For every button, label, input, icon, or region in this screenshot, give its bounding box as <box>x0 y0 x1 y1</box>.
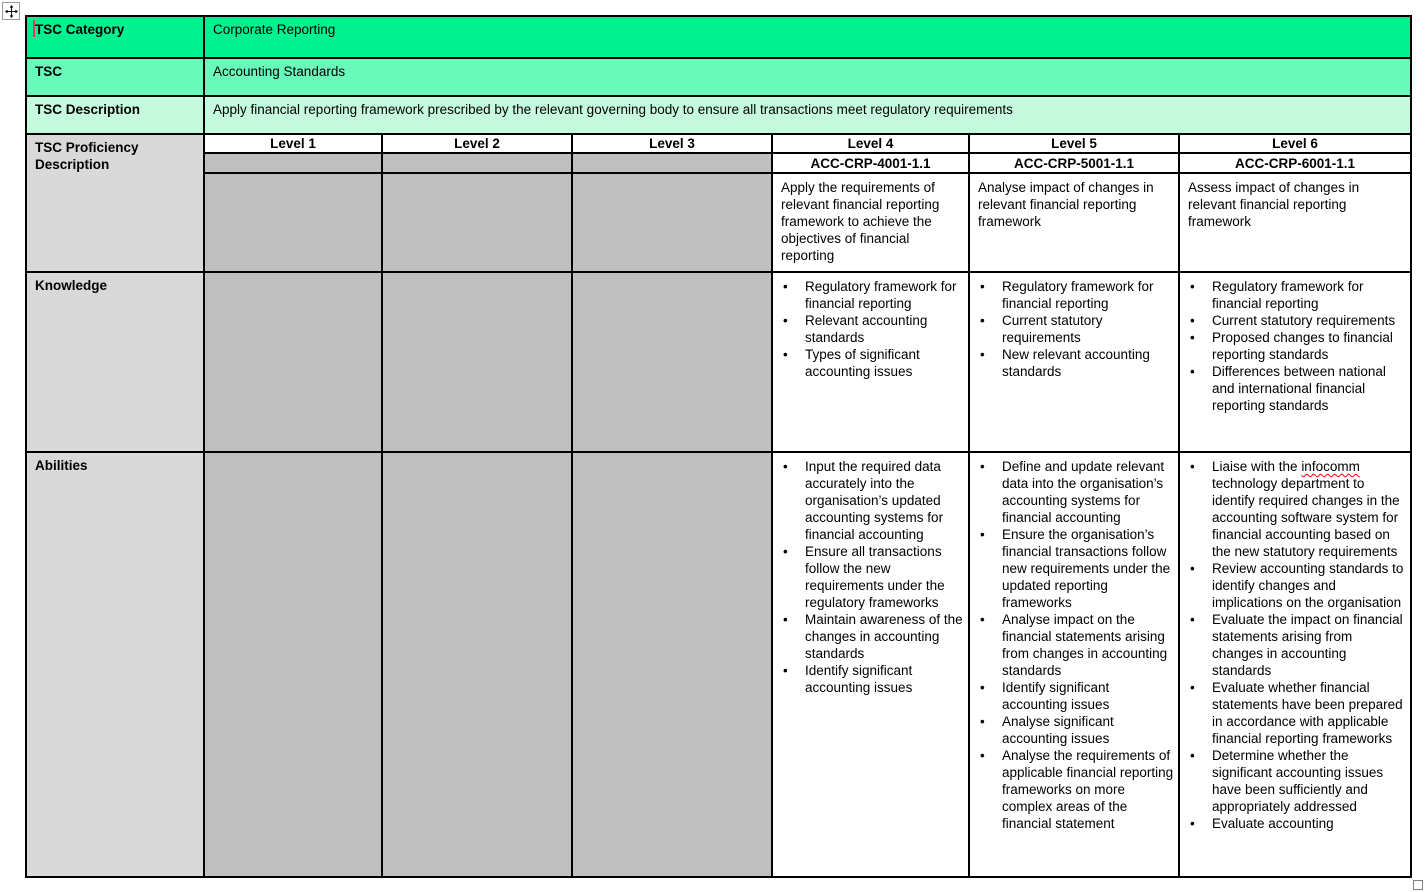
bullet-item: • Regulatory framework for financial reporting <box>805 278 964 312</box>
level-4-description-cell[interactable] <box>773 174 968 271</box>
level-4-knowledge-cell[interactable] <box>773 273 968 451</box>
level-6-knowledge-cell[interactable] <box>1180 273 1410 451</box>
level-6-description-cell[interactable] <box>1180 174 1410 271</box>
level-5-header: Level 5 <box>1051 136 1097 151</box>
abilities-label: Abilities <box>35 458 88 473</box>
bullet-item: • Maintain awareness of the changes in accounting standards <box>805 611 964 662</box>
tsc-category-label: TSC Category <box>35 22 125 37</box>
level-3-description-cell[interactable] <box>573 174 771 271</box>
level-2-header: Level 2 <box>454 136 500 151</box>
level-3-abilities-cell[interactable] <box>573 453 771 876</box>
bullet-item: • Input the required data accurately into the organisation’s updated accounting systems for financial accounting <box>805 458 964 543</box>
tsc-label: TSC <box>35 64 62 79</box>
bullet-item: • Determine whether the significant accounting issues have been sufficiently and appropriately addressed <box>1212 747 1406 815</box>
bullet-item: • Define and update relevant data into the organisation’s accounting systems for financial accounting <box>1002 458 1174 526</box>
move-arrows-icon <box>5 5 18 18</box>
level-1-code-cell[interactable] <box>205 154 381 172</box>
bullet-item: • Evaluate the impact on financial statements arising from changes in accounting standards <box>1212 611 1406 679</box>
level-2-header-cell[interactable] <box>383 135 571 152</box>
tsc-value-cell[interactable] <box>205 59 1410 95</box>
level-4-abilities-cell[interactable] <box>773 453 968 876</box>
level-6-header-cell[interactable] <box>1180 135 1410 152</box>
tsc-description-label-cell[interactable] <box>27 97 203 133</box>
bullet-item: • Relevant accounting standards <box>805 312 964 346</box>
level-6-code-cell[interactable] <box>1180 154 1410 172</box>
level-4-abilities-list <box>773 453 968 696</box>
table-resize-handle[interactable] <box>1413 880 1423 890</box>
level-5-code: ACC-CRP-5001-1.1 <box>1013 155 1135 171</box>
level-2-knowledge-cell[interactable] <box>383 273 571 451</box>
bullet-item: • New relevant accounting standards <box>1002 346 1174 380</box>
tsc-category-value: Corporate Reporting <box>213 22 336 37</box>
level-5-header-cell[interactable] <box>970 135 1178 152</box>
level-3-header: Level 3 <box>649 136 695 151</box>
proficiency-label-cell[interactable] <box>27 135 203 271</box>
tsc-description-label: TSC Description <box>35 102 141 117</box>
bullet-item: • Identify significant accounting issues <box>1002 679 1174 713</box>
bullet-item: • Ensure all transactions follow the new requirements under the regulatory frameworks <box>805 543 964 611</box>
text-cursor <box>33 20 35 37</box>
level-3-knowledge-cell[interactable] <box>573 273 771 451</box>
bullet-item: • Differences between national and international financial reporting standards <box>1212 363 1406 414</box>
bullet-item: • Evaluate whether financial statements have been prepared in accordance with applicable financial reporting frameworks <box>1212 679 1406 747</box>
level-4-header-cell[interactable] <box>773 135 968 152</box>
level-6-code: ACC-CRP-6001-1.1 <box>1234 155 1356 171</box>
level-6-description: Assess impact of changes in relevant financial reporting framework <box>1188 180 1360 229</box>
level-1-description-cell[interactable] <box>205 174 381 271</box>
level-4-knowledge-list <box>773 273 968 380</box>
tsc-description-value: Apply financial reporting framework prescribed by the relevant governing body to ensure all transactions meet regulatory requirements <box>213 102 1013 117</box>
level-6-header: Level 6 <box>1272 136 1318 151</box>
level-3-code-cell[interactable] <box>573 154 771 172</box>
level-3-header-cell[interactable] <box>573 135 771 152</box>
level-6-abilities-list <box>1180 453 1410 832</box>
level-6-knowledge-list <box>1180 273 1410 414</box>
level-4-header: Level 4 <box>847 136 894 151</box>
knowledge-label: Knowledge <box>35 278 108 293</box>
level-5-code-cell[interactable] <box>970 154 1178 172</box>
tsc-value: Accounting Standards <box>213 64 346 79</box>
level-5-abilities-cell[interactable] <box>970 453 1178 876</box>
bullet-item: • Liaise with the infocomm technology department to identify required changes in the accounting software system for financial accounting based on the new statutory requirements <box>1212 458 1406 560</box>
bullet-item: • Current statutory requirements <box>1002 312 1174 346</box>
proficiency-label: TSC Proficiency Description <box>35 140 139 172</box>
level-4-code-cell[interactable] <box>773 154 968 172</box>
bullet-item: • Analyse impact on the financial statements arising from changes in accounting standards <box>1002 611 1174 679</box>
bullet-item: • Regulatory framework for financial reporting <box>1002 278 1174 312</box>
level-1-header: Level 1 <box>270 136 316 151</box>
bullet-item: • Review accounting standards to identify changes and implications on the organisation <box>1212 560 1406 611</box>
bullet-item: • Regulatory framework for financial reporting <box>1212 278 1406 312</box>
tsc-label-cell[interactable] <box>27 59 203 95</box>
bullet-item: • Types of significant accounting issues <box>805 346 964 380</box>
level-4-description: Apply the requirements of relevant financial reporting framework to achieve the objectives of financial reporting <box>781 180 940 263</box>
level-6-abilities-cell[interactable] <box>1180 453 1410 876</box>
bullet-item: • Analyse the requirements of applicable financial reporting frameworks on more complex areas of the financial statement <box>1002 747 1174 832</box>
level-2-code-cell[interactable] <box>383 154 571 172</box>
abilities-label-cell[interactable] <box>27 453 203 876</box>
level-5-knowledge-list <box>970 273 1178 380</box>
level-5-abilities-list <box>970 453 1178 832</box>
level-2-abilities-cell[interactable] <box>383 453 571 876</box>
misspelled-word: infocomm <box>1301 459 1360 474</box>
table-move-handle[interactable] <box>2 2 20 20</box>
bullet-item: • Analyse significant accounting issues <box>1002 713 1174 747</box>
level-5-description: Analyse impact of changes in relevant financial reporting framework <box>978 180 1154 229</box>
bullet-item: • Current statutory requirements <box>1212 312 1406 329</box>
knowledge-label-cell[interactable] <box>27 273 203 451</box>
tsc-description-value-cell[interactable] <box>205 97 1410 133</box>
level-1-knowledge-cell[interactable] <box>205 273 381 451</box>
level-1-abilities-cell[interactable] <box>205 453 381 876</box>
level-1-header-cell[interactable] <box>205 135 381 152</box>
level-4-code: ACC-CRP-4001-1.1 <box>810 155 931 171</box>
bullet-item: • Evaluate accounting <box>1212 815 1406 832</box>
tsc-table <box>25 15 1412 878</box>
tsc-category-label-cell[interactable] <box>27 17 203 57</box>
tsc-category-value-cell[interactable] <box>205 17 1410 57</box>
bullet-item: • Identify significant accounting issues <box>805 662 964 696</box>
level-2-description-cell[interactable] <box>383 174 571 271</box>
bullet-item: • Proposed changes to financial reporting standards <box>1212 329 1406 363</box>
level-5-description-cell[interactable] <box>970 174 1178 271</box>
bullet-item: • Ensure the organisation’s financial transactions follow new requirements under the updated reporting frameworks <box>1002 526 1174 611</box>
level-5-knowledge-cell[interactable] <box>970 273 1178 451</box>
